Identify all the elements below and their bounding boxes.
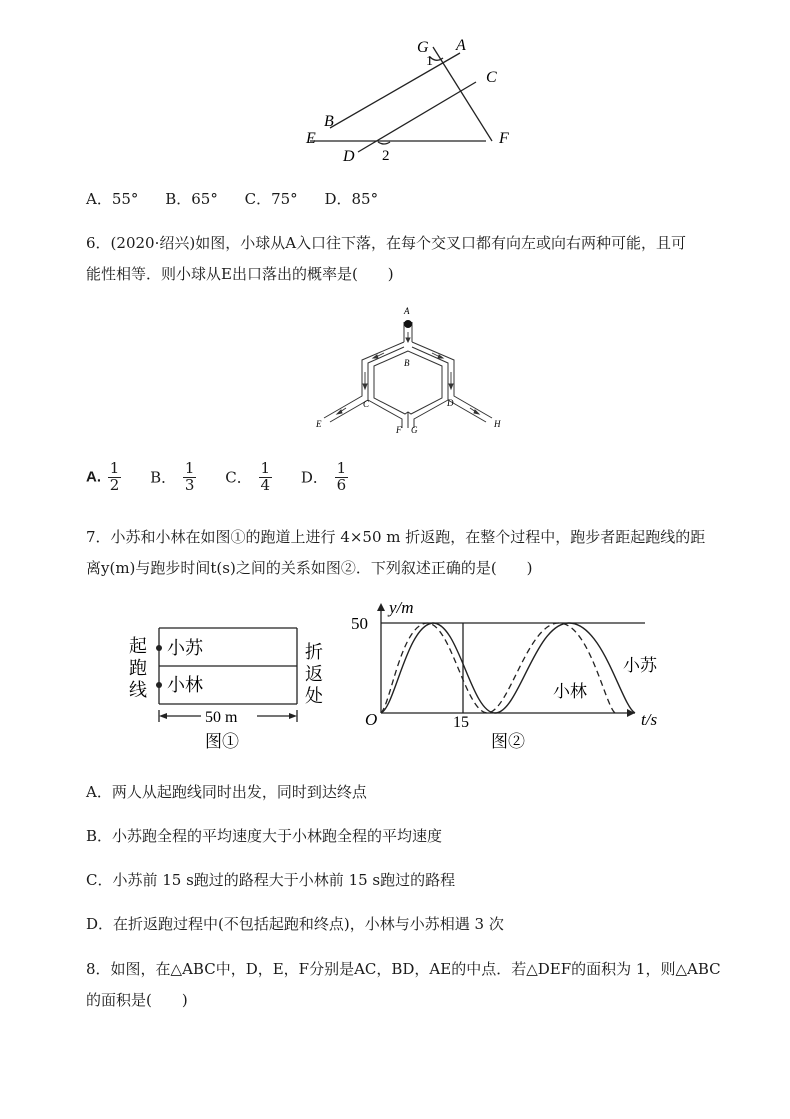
q6-option-d-label: D． [300, 468, 328, 487]
lane-lin: 小林 [167, 675, 203, 695]
series-label-su: 小苏 [623, 656, 657, 675]
distance-label: 50 m [205, 709, 238, 726]
label-e: E [306, 130, 316, 147]
q7-stem-line2: 离y(m)与跑步时间t(s)之间的关系如图②．下列叙述正确的是( ) [86, 559, 533, 577]
q7-stem-line1: 7．小苏和小林在如图①的跑道上进行 4×50 m 折返跑，在整个过程中，跑步者距起跑线的距 [86, 528, 706, 546]
q8-stem-line2: 的面积是( ) [86, 991, 188, 1009]
ball-label-c: C [363, 399, 370, 409]
fig2-caption: 图② [491, 732, 525, 751]
q6-b-num: 1 [184, 459, 195, 477]
ball-label-b: B [404, 358, 410, 368]
q6-option-b-label: B． [150, 468, 177, 487]
q6-b-den: 3 [184, 475, 195, 494]
q6-option-c-label: C． [225, 468, 252, 487]
q6-d-den: 6 [336, 475, 347, 494]
start-line-char-1: 起 [129, 636, 147, 656]
q6-c-den: 4 [260, 475, 271, 494]
q6-option-d[interactable] [300, 459, 350, 494]
label-1: 1 [426, 54, 433, 69]
turn-char-2: 返 [305, 664, 323, 684]
ball-label-g: G [411, 425, 418, 435]
q5-option-b[interactable]: B．65° [165, 190, 218, 208]
label-g: G [417, 39, 429, 56]
y-axis-label: y/m [389, 598, 414, 617]
start-line-char-3: 线 [129, 680, 147, 700]
x-tick-15: 15 [453, 714, 469, 731]
q7-option-d[interactable]: D．在折返跑过程中(不包括起跑和终点)，小林与小苏相遇 3 次 [86, 915, 504, 933]
q5-option-a[interactable]: A．55° [86, 190, 139, 208]
ball-drop-figure [310, 300, 510, 440]
start-line-char-2: 跑 [129, 658, 147, 678]
lane-su: 小苏 [167, 638, 203, 658]
label-a: A [456, 37, 466, 54]
q6-stem-line2: 能性相等．则小球从E出口落出的概率是( ) [86, 265, 394, 283]
su-curve [381, 623, 635, 713]
q6-options [86, 461, 350, 494]
q6-option-a[interactable] [86, 459, 128, 494]
label-f: F [499, 130, 509, 147]
x-axis-label: t/s [641, 710, 658, 729]
q6-a-num: 1 [109, 459, 120, 477]
q7-option-c[interactable]: C．小苏前 15 s跑过的路程大于小林前 15 s跑过的路程 [86, 871, 456, 889]
origin-label: O [365, 710, 378, 729]
q5-options [86, 188, 400, 209]
y-tick-50: 50 [351, 614, 368, 633]
q5-option-c[interactable]: C．75° [244, 190, 298, 208]
label-c: C [486, 69, 497, 86]
q6-a-den: 2 [109, 475, 120, 494]
fig1-caption: 图① [205, 732, 239, 751]
turn-char-1: 折 [305, 642, 323, 662]
ball-label-a: A [404, 306, 410, 316]
series-label-lin: 小林 [553, 682, 587, 701]
q6-option-b[interactable] [150, 459, 203, 494]
turn-char-3: 处 [305, 686, 323, 706]
q6-stem-line1: 6．(2020·绍兴)如图，小球从A入口往下落，在每个交叉口都有向左或向右两种可能，且可 [86, 234, 687, 252]
ball-label-d: D [447, 398, 454, 408]
label-b: B [324, 113, 334, 130]
q7-option-a[interactable]: A．两人从起跑线同时出发，同时到达终点 [86, 783, 367, 801]
q7-option-b[interactable]: B．小苏跑全程的平均速度大于小林跑全程的平均速度 [86, 827, 443, 845]
q5-option-d[interactable]: D．85° [324, 190, 379, 208]
angle-figure [300, 30, 530, 170]
q6-option-c[interactable] [225, 459, 279, 494]
distance-time-graph [345, 595, 675, 755]
q6-option-a-label: A. [86, 468, 101, 486]
ball-label-f: F [396, 425, 402, 435]
ball-label-e: E [316, 419, 322, 429]
q6-d-num: 1 [336, 459, 347, 477]
label-d: D [343, 148, 355, 165]
q8-stem-line1: 8．如图，在△ABC中，D，E，F分别是AC，BD，AE的中点．若△DEF的面积为 1，则△ABC [86, 960, 721, 978]
q6-c-num: 1 [260, 459, 271, 477]
track-figure [125, 618, 340, 758]
label-2: 2 [382, 148, 390, 164]
ball-label-h: H [494, 419, 501, 429]
